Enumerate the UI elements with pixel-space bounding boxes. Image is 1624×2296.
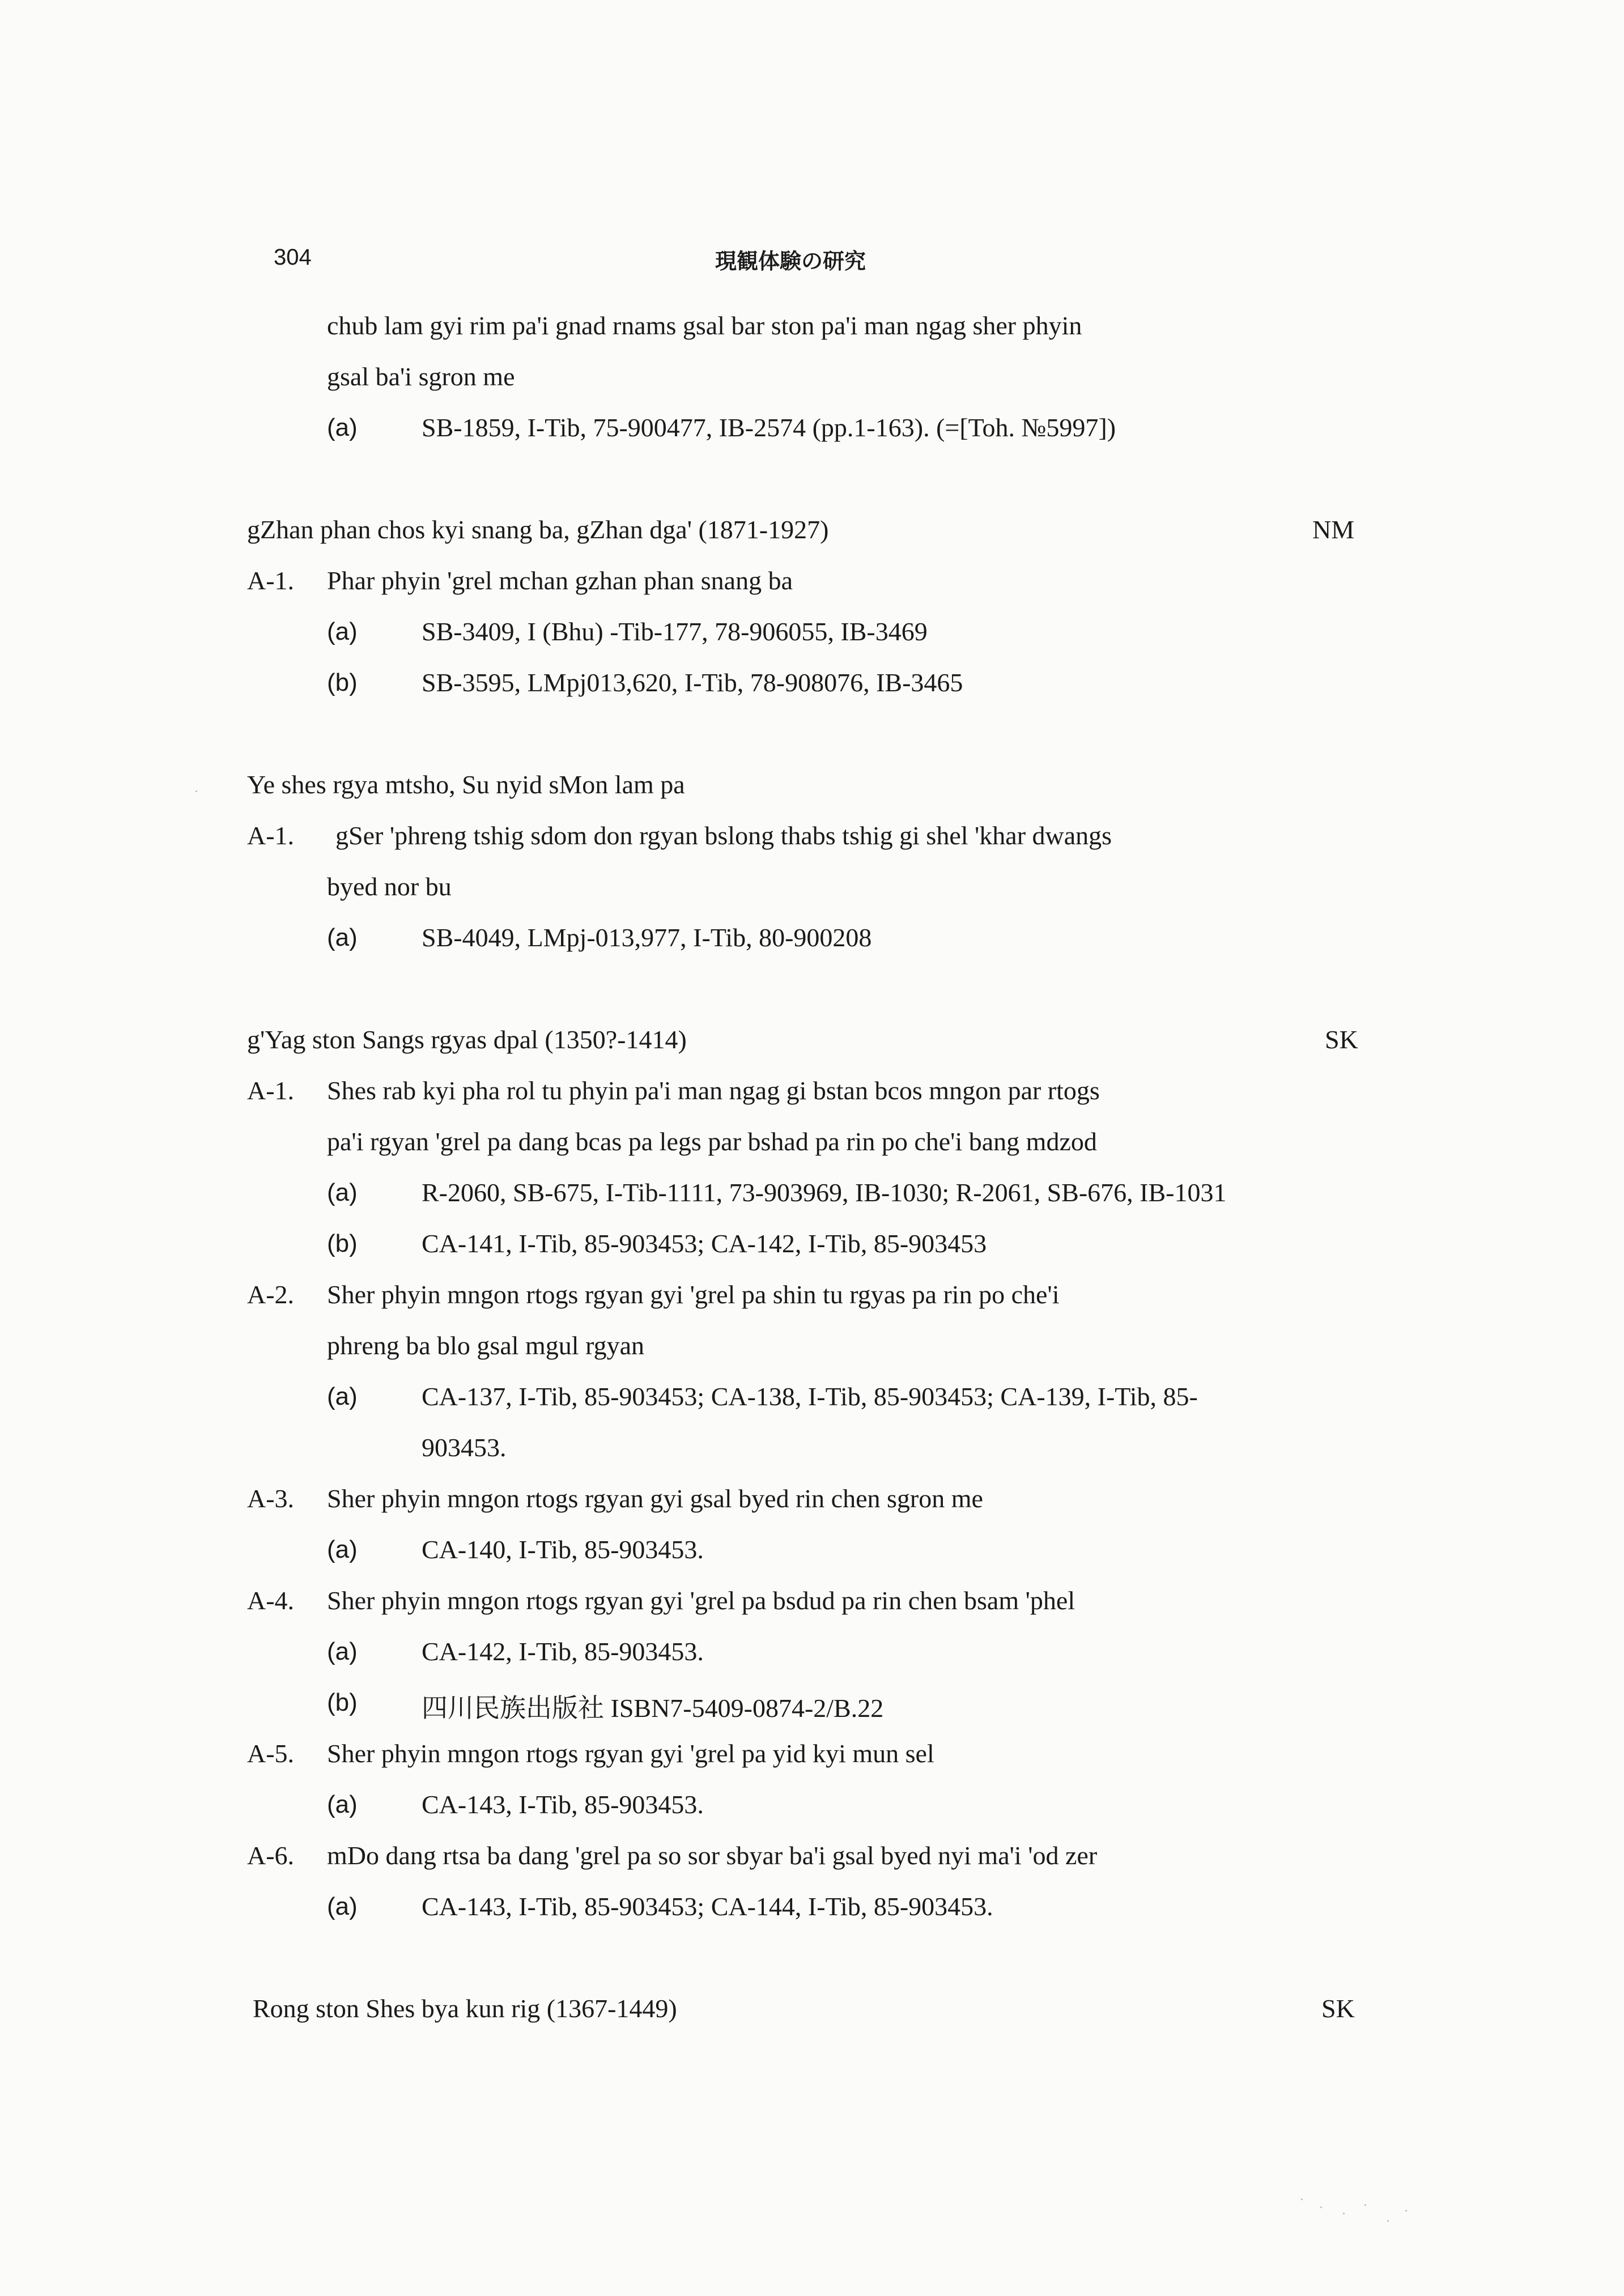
continued-title-line: chub lam gyi rim pa'i gnad rnams gsal bar ston pa'i man ngag sher phyin xyxy=(327,311,1082,340)
ref-label: (a) xyxy=(327,1179,358,1206)
work-title: Shes rab kyi pha rol tu phyin pa'i man ngag gi bstan bcos mngon par rtogs xyxy=(327,1076,1100,1105)
work-title: Sher phyin mngon rtogs rgyan gyi gsal byed rin chen sgron me xyxy=(327,1484,983,1513)
scan-speck xyxy=(1387,2220,1389,2222)
work-id: A-5. xyxy=(247,1739,295,1768)
work-id: A-1. xyxy=(247,821,295,850)
work-title: gSer 'phreng tshig sdom don rgyan bslong thabs tshig gi shel 'khar dwangs xyxy=(335,821,1112,850)
ref-text: CA-137, I-Tib, 85-903453; CA-138, I-Tib, 85-903453; CA-139, I-Tib, 85- xyxy=(422,1382,1198,1411)
ref-text: 四川民族出版社 ISBN7-5409-0874-2/B.22 xyxy=(422,1694,884,1723)
scan-speck xyxy=(1301,2199,1303,2200)
work-title: byed nor bu xyxy=(327,872,452,901)
work-id: A-2. xyxy=(247,1280,295,1309)
ref-label: (a) xyxy=(327,1791,358,1818)
work-title: Sher phyin mngon rtogs rgyan gyi 'grel pa shin tu rgyas pa rin po che'i xyxy=(327,1280,1060,1309)
work-title: phreng ba blo gsal mgul rgyan xyxy=(327,1331,644,1360)
ref-text: SB-3409, I (Bhu) -Tib-177, 78-906055, IB-3469 xyxy=(422,617,928,646)
author-heading: g'Yag ston Sangs rgyas dpal (1350?-1414) xyxy=(247,1025,687,1054)
author-heading: gZhan phan chos kyi snang ba, gZhan dga' (1871-1927) xyxy=(247,515,829,544)
continued-title-line: gsal ba'i sgron me xyxy=(327,362,515,391)
ref-label: (b) xyxy=(327,1230,358,1257)
scan-speck xyxy=(1405,2210,1407,2212)
school-code: SK xyxy=(1321,1994,1355,2023)
ref-text: 903453. xyxy=(422,1433,507,1462)
running-title: 現観体験の研究 xyxy=(715,249,866,274)
work-id: A-1. xyxy=(247,1076,295,1105)
scan-speck xyxy=(195,790,197,792)
work-id: A-3. xyxy=(247,1484,295,1513)
ref-text: R-2060, SB-675, I-Tib-1111, 73-903969, IB-1030; R-2061, SB-676, IB-1031 xyxy=(422,1178,1227,1207)
work-id: A-4. xyxy=(247,1586,295,1615)
ref-text: CA-143, I-Tib, 85-903453; CA-144, I-Tib, 85-903453. xyxy=(422,1892,993,1921)
scan-speck xyxy=(1320,2206,1322,2208)
ref-text: SB-3595, LMpj013,620, I-Tib, 78-908076, IB-3465 xyxy=(422,668,963,697)
school-code: NM xyxy=(1312,515,1355,544)
ref-label: (a) xyxy=(327,924,358,951)
ref-text: SB-4049, LMpj-013,977, I-Tib, 80-900208 xyxy=(422,923,872,952)
work-title: Sher phyin mngon rtogs rgyan gyi 'grel pa bsdud pa rin chen bsam 'phel xyxy=(327,1586,1075,1615)
ref-text: CA-141, I-Tib, 85-903453; CA-142, I-Tib, 85-903453 xyxy=(422,1229,987,1258)
scan-speck xyxy=(1364,2204,1366,2206)
page-number: 304 xyxy=(274,245,312,270)
ref-label: (a) xyxy=(327,1383,358,1410)
work-id: A-1. xyxy=(247,566,295,595)
ref-label: (b) xyxy=(327,669,358,696)
ref-label: (a) xyxy=(327,618,358,645)
work-title: mDo dang rtsa ba dang 'grel pa so sor sbyar ba'i gsal byed nyi ma'i 'od zer xyxy=(327,1841,1098,1870)
ref-label: (a) xyxy=(327,1638,358,1665)
ref-text: CA-143, I-Tib, 85-903453. xyxy=(422,1790,704,1819)
ref-text: SB-1859, I-Tib, 75-900477, IB-2574 (pp.1-163). (=[Toh. №5997]) xyxy=(422,413,1116,442)
ref-label: (b) xyxy=(327,1689,358,1716)
work-id: A-6. xyxy=(247,1841,295,1870)
work-title: Phar phyin 'grel mchan gzhan phan snang ba xyxy=(327,566,793,595)
ref-label: (a) xyxy=(327,414,358,441)
school-code: SK xyxy=(1325,1025,1358,1054)
ref-label: (a) xyxy=(327,1893,358,1920)
scan-speck xyxy=(1343,2213,1345,2214)
work-title: pa'i rgyan 'grel pa dang bcas pa legs par bshad pa rin po che'i bang mdzod xyxy=(327,1127,1097,1156)
author-heading: Rong ston Shes bya kun rig (1367-1449) xyxy=(253,1994,677,2023)
ref-label: (a) xyxy=(327,1536,358,1563)
ref-text: CA-140, I-Tib, 85-903453. xyxy=(422,1535,704,1564)
ref-text: CA-142, I-Tib, 85-903453. xyxy=(422,1637,704,1666)
author-heading: Ye shes rgya mtsho, Su nyid sMon lam pa xyxy=(247,770,685,799)
work-title: Sher phyin mngon rtogs rgyan gyi 'grel pa yid kyi mun sel xyxy=(327,1739,934,1768)
